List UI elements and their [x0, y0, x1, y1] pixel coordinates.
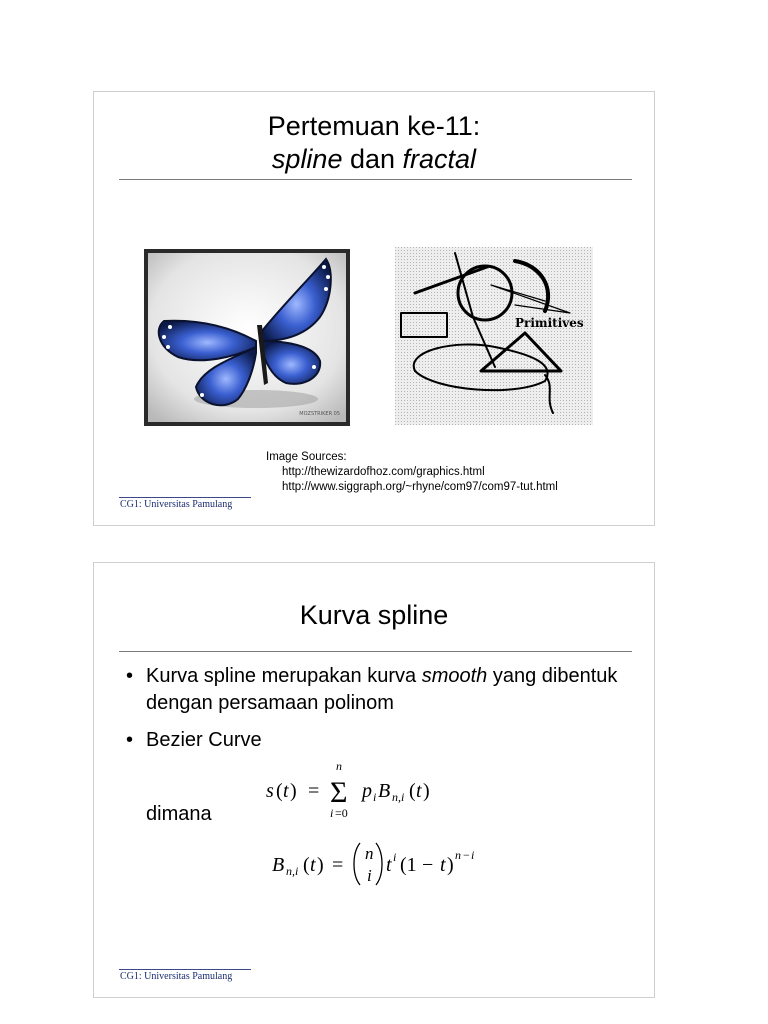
footer-rule [119, 497, 251, 498]
source-url-2[interactable]: http://www.siggraph.org/~rhyne/com97/com97-tut.html [282, 481, 558, 493]
slide-1-title [94, 110, 654, 176]
slide-2 [93, 562, 655, 998]
bullet-1-text-b: yang dibentuk dengan persamaan polinom [146, 665, 623, 714]
svg-text:t: t [440, 854, 446, 876]
title-line-1: Pertemuan ke-11: [267, 111, 481, 141]
dimana-label: dimana [146, 803, 212, 825]
formula-s-of-t [264, 757, 464, 823]
title-spline: spline [271, 144, 343, 174]
sources-label: Image Sources: [266, 451, 347, 463]
svg-text:(1: (1 [400, 854, 417, 876]
bullet-1-smooth: smooth [421, 665, 488, 687]
svg-text:(: ( [409, 780, 416, 802]
svg-text:p: p [362, 780, 372, 802]
svg-text:(: ( [276, 780, 283, 802]
svg-text:n: n [365, 844, 374, 863]
svg-text:n,i: n,i [392, 790, 405, 804]
title-rule [119, 651, 632, 652]
svg-text:Σ: Σ [330, 776, 348, 809]
slide-2-title: Kurva spline [299, 600, 449, 630]
svg-text:=0: =0 [335, 806, 348, 820]
image-sources [266, 450, 558, 495]
svg-text:−: − [422, 854, 434, 876]
svg-text:t: t [283, 780, 289, 802]
svg-text:i: i [471, 848, 475, 862]
svg-text:s: s [266, 780, 274, 802]
svg-text:i: i [367, 866, 372, 885]
svg-text:t: t [310, 854, 316, 876]
butterfly-watermark: MOZSTRIKER 05 [299, 411, 340, 417]
bullet-list [124, 663, 624, 764]
svg-text:=: = [308, 780, 320, 802]
formula-bernstein [270, 833, 520, 897]
svg-text:B: B [378, 780, 391, 802]
svg-text:i: i [393, 850, 397, 864]
svg-text:): ) [447, 854, 454, 876]
svg-text:): ) [317, 854, 324, 876]
source-url-1[interactable]: http://thewizardofhoz.com/graphics.html [282, 466, 485, 478]
svg-text:n,i: n,i [286, 864, 299, 878]
svg-text:): ) [423, 780, 430, 802]
svg-text:B: B [272, 854, 285, 876]
title-fractal: fractal [402, 144, 477, 174]
primitives-image [395, 247, 593, 425]
title-line-2 [94, 143, 654, 176]
slide-1-footer: CG1: Universitas Pamulang [120, 499, 233, 510]
primitives-label: Primitives [515, 316, 584, 330]
svg-text:t: t [416, 780, 422, 802]
svg-text:i: i [373, 790, 377, 804]
svg-text:): ) [290, 780, 297, 802]
butterfly-image [144, 249, 350, 426]
footer-rule [119, 969, 251, 970]
svg-text:t: t [386, 854, 392, 876]
bullet-kurva-spline [124, 663, 624, 717]
slide-1 [93, 91, 655, 526]
title-rule [119, 179, 632, 180]
svg-text:(: ( [303, 854, 310, 876]
slide-2-footer: CG1: Universitas Pamulang [120, 971, 233, 982]
svg-text:=: = [332, 854, 344, 876]
svg-text:i: i [330, 806, 334, 820]
title-dan: dan [342, 144, 403, 174]
svg-text:−: − [463, 848, 470, 862]
bullet-bezier-curve: • Bezier Curve [124, 727, 624, 754]
svg-text:n: n [455, 848, 461, 862]
bullet-1-text-a: Kurva spline merupakan kurva [146, 665, 422, 687]
svg-text:n: n [336, 759, 342, 773]
